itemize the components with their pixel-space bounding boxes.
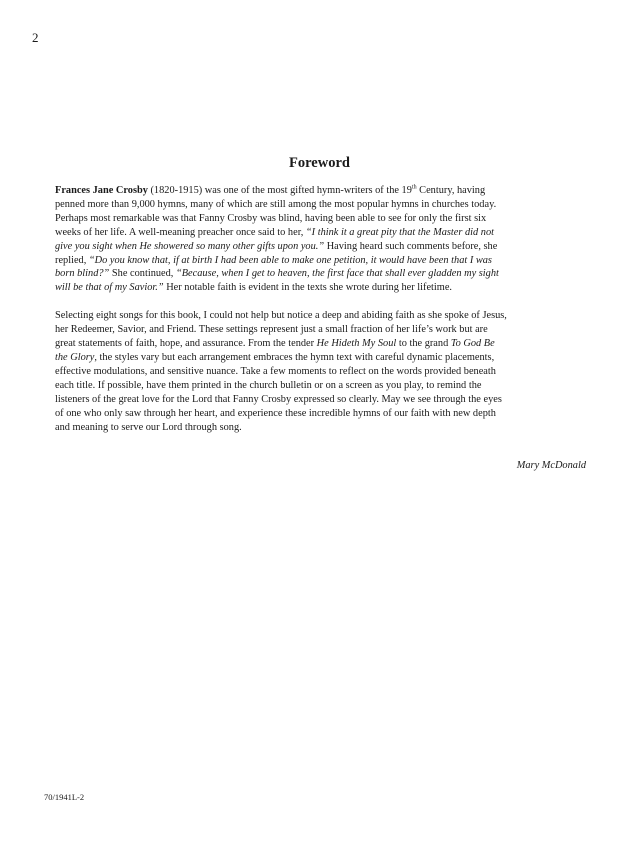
paragraph-1-line-4 (55, 226, 586, 240)
text-run: Her notable faith is evident in the texts she wrote during her lifetime. (163, 282, 453, 294)
paragraph-1-line-1 (55, 184, 586, 198)
foreword-body (55, 184, 586, 434)
quote-run: “Do you know that, if at birth I had been able to make one petition, it would have been that I was (88, 254, 492, 266)
text-run: great statements of faith, hope, and assurance. From the tender (55, 338, 317, 350)
paragraph-2-line-2: her Redeemer, Savior, and Friend. These settings represent just a small fraction of her life’s work but are (55, 324, 488, 336)
paragraph-2-line-6: each title. If possible, have them printed in the church bulletin or on a screen as you play, to remind the (55, 379, 482, 391)
paragraph-2-line-4 (55, 351, 586, 365)
paragraph-1-line-3: Perhaps most remarkable was that Fanny Crosby was blind, having been able to see for only the first six (55, 212, 487, 224)
hymn-title: the Glory (55, 351, 95, 363)
quote-run: will be that of my Savior.” (55, 282, 164, 294)
paragraph-1-line-7 (55, 267, 586, 281)
text-run: (1820-1915) was one of the most gifted hymn-writers of the 19 (147, 185, 412, 196)
page-title: Foreword (289, 155, 350, 171)
signature: Mary McDonald (516, 460, 586, 471)
paragraph-1-line-6 (55, 254, 586, 268)
text-run: She continued, (109, 268, 176, 280)
superscript: th (411, 184, 417, 191)
text-run: weeks of her life. A well-meaning preacher once said to her, (55, 226, 306, 238)
quote-run: “Because, when I get to heaven, the first face that shall ever gladden my sight (175, 268, 499, 280)
quote-run: born blind?” (55, 268, 110, 280)
text-run: , the styles vary but each arrangement embraces the hymn text with careful dynamic placements, (94, 351, 495, 363)
hymn-title: To God Be (450, 338, 495, 350)
quote-run: give you sight when He showered so many other gifts upon you.” (55, 240, 325, 252)
text-run: to the grand (396, 338, 451, 350)
paragraph-2-line-5: effective modulations, and sensitive nuance. Take a few moments to reflect on the words provided beneath (55, 365, 496, 377)
paragraph-2-line-7: listeners of the great love for the Lord that Fanny Crosby expressed so clearly. May we see through the eyes (55, 393, 502, 405)
author-name: Frances Jane Crosby (55, 185, 148, 196)
paragraph-1-line-8 (55, 281, 586, 295)
paragraph-1-line-2: penned more than 9,000 hymns, many of which are still among the most popular hymns in churches today. (55, 198, 497, 210)
paragraph-2-line-1: Selecting eight songs for this book, I could not help but notice a deep and abiding faith as she spoke of Jesus, (55, 310, 507, 322)
text-run: Century, having (416, 185, 486, 196)
paragraph-2-line-3 (55, 337, 586, 351)
text-run: Having heard such comments before, she (324, 240, 498, 252)
paragraph-2-line-9: and meaning to serve our Lord through song. (55, 421, 242, 433)
quote-run: “I think it a great pity that the Master did not (305, 226, 494, 238)
hymn-title: He Hideth My Soul (316, 338, 397, 350)
paragraph-1-line-5 (55, 240, 586, 254)
paragraph-2-line-8: of one who only saw through her heart, and experience these incredible hymns of our faith with new depth (55, 407, 496, 419)
page-number: 2 (32, 30, 39, 45)
paragraph-1 (55, 184, 586, 295)
text-run: replied, (55, 254, 89, 266)
catalog-code: 70/1941L-2 (44, 792, 85, 802)
paragraph-2 (55, 309, 586, 434)
